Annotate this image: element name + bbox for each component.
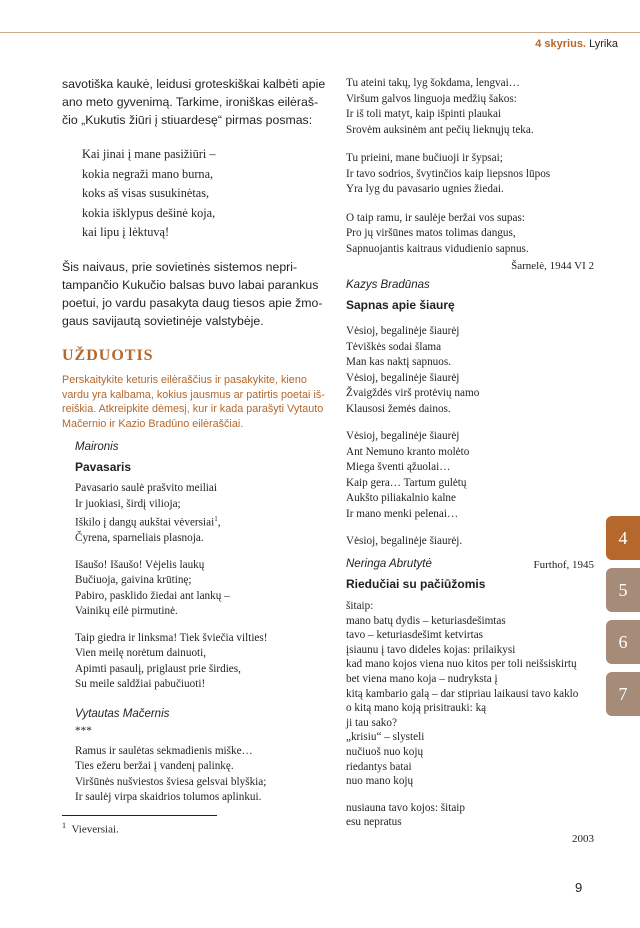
stanza — [75, 558, 267, 620]
task-heading: UŽDUOTIS — [62, 347, 154, 364]
poem-line: Vėsioj, begalinėje šiaurėj — [346, 371, 460, 384]
header-rule — [0, 32, 640, 33]
poem-title: Riedučiai su pačiūžomis — [346, 577, 486, 591]
poem-line: Žvaigždės virš protėvių namo — [346, 387, 480, 399]
chapter-title: Lyrika — [589, 38, 618, 50]
text-line: Ir saulėj virpa skaidrios tolumos aplinkui. — [75, 791, 262, 803]
text-line: kitą kambario galą – dar stipriau laikausi tavo kaklo — [346, 687, 579, 700]
poem-line: Viršum galvos linguoja medžių šakos: — [346, 92, 517, 105]
poem-line: Su meile saldžiai pabučiuoti! — [75, 678, 206, 691]
chapter-tab[interactable]: 7 — [606, 672, 640, 716]
text-line: reiškia. Atkreipkite dėmesį, kur ir kada parašyti Vytauto — [62, 403, 324, 416]
poem-author: Neringa Abrutytė — [346, 558, 432, 570]
poem-abrutyte — [346, 555, 594, 848]
text-line: mano batų dydis – keturiasdešimtas — [346, 614, 506, 627]
poem-braduanas — [346, 276, 594, 574]
poem-line: Vainikų eilė pirmutinė. — [75, 605, 178, 618]
text-line: Mačernio ir Kazio Bradūno eilėraščiai. — [62, 417, 244, 430]
stanza — [75, 481, 267, 547]
poem-line: Vėsioj, begalinėje šiaurėj — [346, 325, 460, 337]
chapter-tabs — [606, 516, 640, 724]
text-line: kokia išklypus dešinė koja, — [82, 205, 216, 220]
poem-body — [346, 324, 594, 550]
kukutis-quote — [82, 145, 216, 243]
text-line: kokia negraži mano burna, — [82, 166, 214, 181]
text-line: koks aš visas susukinėtas, — [82, 186, 210, 200]
stanza — [346, 211, 594, 258]
poem-line: O taip ramu, ir saulėje beržai vos supas: — [346, 211, 525, 224]
text-line: nučiuoš nuo kojų — [346, 745, 424, 758]
footnote-rule — [62, 815, 217, 816]
footnote-text: Vieversiai. — [71, 823, 119, 836]
poem-line: Srovėm auksinėm ant pečių lieknųjų teka. — [346, 123, 534, 136]
stanza — [346, 76, 594, 138]
poem-line: Ir mano menki pelenai… — [346, 507, 459, 520]
text-line: vardu yra kalbama, kokius jausmus ar patirtis poetai iš- — [62, 388, 325, 401]
poem-author: Maironis — [75, 441, 119, 453]
poem-line: Ir iš toli matyt, kaip išpinti plaukai — [346, 108, 502, 120]
poem-line: Vėsioj, begalinėje šiaurėj — [346, 430, 460, 442]
poem-line: Iškilo į dangų aukštai vėversiai$^1$, — [75, 515, 221, 529]
poem-line: Tu ateini takų, lyg šokdama, lengvai… — [346, 77, 520, 89]
poem-line: Aukšto piliakalnio kalne — [346, 492, 456, 504]
poem-title: Pavasaris — [75, 460, 132, 474]
top-margin — [0, 0, 640, 32]
text-line: Šis naivaus, prie sovietinės sistemos nepri- — [62, 260, 298, 274]
text-line: kad mano kojos viena nuo kitos per toli neišsiskirtų — [346, 658, 577, 671]
stanza — [346, 324, 594, 417]
poem-line: Pro jų viršūnes matos tolimas dangus, — [346, 227, 516, 239]
poem-author: Vytautas Mačernis — [75, 708, 170, 720]
poem-line: Vėsioj, begalinėje šiaurėj. — [346, 535, 463, 547]
footnote — [62, 821, 119, 836]
poem-line: Man kas naktį sapnuos. — [346, 356, 452, 368]
poem-body-end — [346, 801, 594, 830]
stanza — [346, 534, 594, 550]
text-line: Perskaitykite keturis eilėraščius ir pasakykite, kieno — [62, 374, 307, 386]
poem-signature: Šarnelė, 1944 VI 2 — [511, 260, 594, 272]
text-line: įsiaunu į tavo dideles kojas: prilaikysi — [346, 643, 516, 656]
poem-maironis — [75, 438, 267, 693]
text-line: esu nepratus — [346, 816, 402, 829]
text-line: Ties ežeru beržai į vandenį palinkę. — [75, 760, 234, 772]
text-line: ano meto gyvenimą. Tarkime, ironiškas eilėraš- — [62, 95, 319, 109]
text-line: tampančio Kukučio balsas buvo labai parankus — [62, 278, 319, 292]
text-line: o kitą mano koją prisitrauki: ką — [346, 702, 487, 715]
stanza — [346, 151, 594, 198]
text-line: tavo – keturiasdešimt ketvirtas — [346, 629, 484, 642]
poem-body — [75, 481, 267, 693]
poem-line: Tėviškės sodai šlama — [346, 340, 442, 353]
text-line: bet viena mano koja – nudryksta į — [346, 672, 498, 685]
text-line: nuo mano kojų — [346, 775, 414, 788]
footnote-ref: 1 — [214, 515, 218, 523]
poem-title: Sapnas apie šiaurę — [346, 298, 455, 312]
intro-paragraph — [62, 75, 326, 129]
poem-line: Bučiuoja, gaivina krūtinę; — [75, 574, 192, 587]
poem-line: Klausosi žemės dainos. — [346, 402, 451, 415]
poem-stars: *** — [75, 725, 92, 737]
chapter-tab[interactable]: 6 — [606, 620, 640, 664]
poem-line: Ant Nemuno kranto molėto — [346, 445, 470, 458]
poem-line: Tu prieini, mane bučiuoji ir šypsai; — [346, 152, 503, 164]
poem-line: Čyrena, sparneliais plasnoja. — [75, 532, 204, 545]
text-line: Ramus ir saulėtas sekmadienis miške… — [75, 744, 253, 757]
poem-line: Apimti pasaulį, priglaust prie širdies, — [75, 662, 241, 675]
stanza — [346, 429, 594, 522]
text-line: čio „Kukutis žiūri į stiuardesę“ pirmas posmas: — [62, 113, 313, 127]
chapter-tab[interactable]: 5 — [606, 568, 640, 612]
poem-line: Kaip gera… Tartum gulėtų — [346, 476, 467, 489]
text-line: poetui, jo vardu pasakyta daug tiesos apie žmo- — [62, 296, 323, 310]
poem-signature: Furthof, 1945 — [533, 558, 594, 571]
running-header — [535, 38, 618, 50]
poem-line: Sapnuojantis kaitraus vidudienio sapnus. — [346, 242, 529, 255]
task-instructions — [62, 373, 326, 431]
text-line: ji tau sako? — [346, 716, 397, 729]
text-line: nusiauna tavo kojos: šitaip — [346, 801, 466, 814]
poem-line: Pabiro, pasklido žiedai ant lankų – — [75, 589, 230, 602]
chapter-number: 4 skyrius. — [535, 38, 586, 50]
poem-body — [75, 744, 266, 806]
text-line: kai lipu į lėktuvą! — [82, 225, 170, 239]
poem-line: Yra lyg du pavasario ugnies žiedai. — [346, 183, 504, 195]
chapter-tab[interactable]: 4 — [606, 516, 640, 560]
analysis-paragraph — [62, 258, 326, 330]
poem-signature: 2003 — [572, 832, 594, 845]
text-line: „krisiu“ – slysteli — [346, 731, 425, 744]
text-line: šitaip: — [346, 600, 374, 612]
poem-line: Pavasario saulė prašvito meiliai — [75, 482, 217, 494]
stanza — [75, 631, 267, 693]
text-line: savotiška kaukė, leidusi groteskiškai kalbėti apie — [62, 77, 326, 91]
poem-macernis — [75, 705, 266, 806]
poem-line: Vien meilę norėtum dainuoti, — [75, 647, 207, 660]
text-line: Kai jinai į mane pasižiūri – — [82, 147, 216, 161]
text-line: gaus savijautą sovietinėje valstybėje. — [62, 314, 264, 328]
poem-line: Išaušo! Išaušo! Vėjelis laukų — [75, 558, 205, 571]
poem-macernis-continued — [346, 76, 594, 275]
poem-body — [346, 599, 594, 789]
text-line: riedantys batai — [346, 760, 412, 773]
page-number: 9 — [575, 880, 583, 895]
poem-body — [346, 76, 594, 257]
footnote-mark: 1 — [62, 821, 66, 830]
poem-line: Taip giedra ir linksma! Tiek šviečia vilties! — [75, 631, 268, 644]
text-line: Viršūnės nušviestos šviesa gelsvai blyškia; — [75, 775, 267, 788]
poem-line: Ir tavo sodrios, švytinčios kaip liepsnos lūpos — [346, 167, 551, 180]
poem-author: Kazys Bradūnas — [346, 279, 430, 291]
poem-line: Ir juokiasi, širdį vilioja; — [75, 497, 181, 510]
poem-line: Miega šventi ąžuolai… — [346, 461, 451, 473]
